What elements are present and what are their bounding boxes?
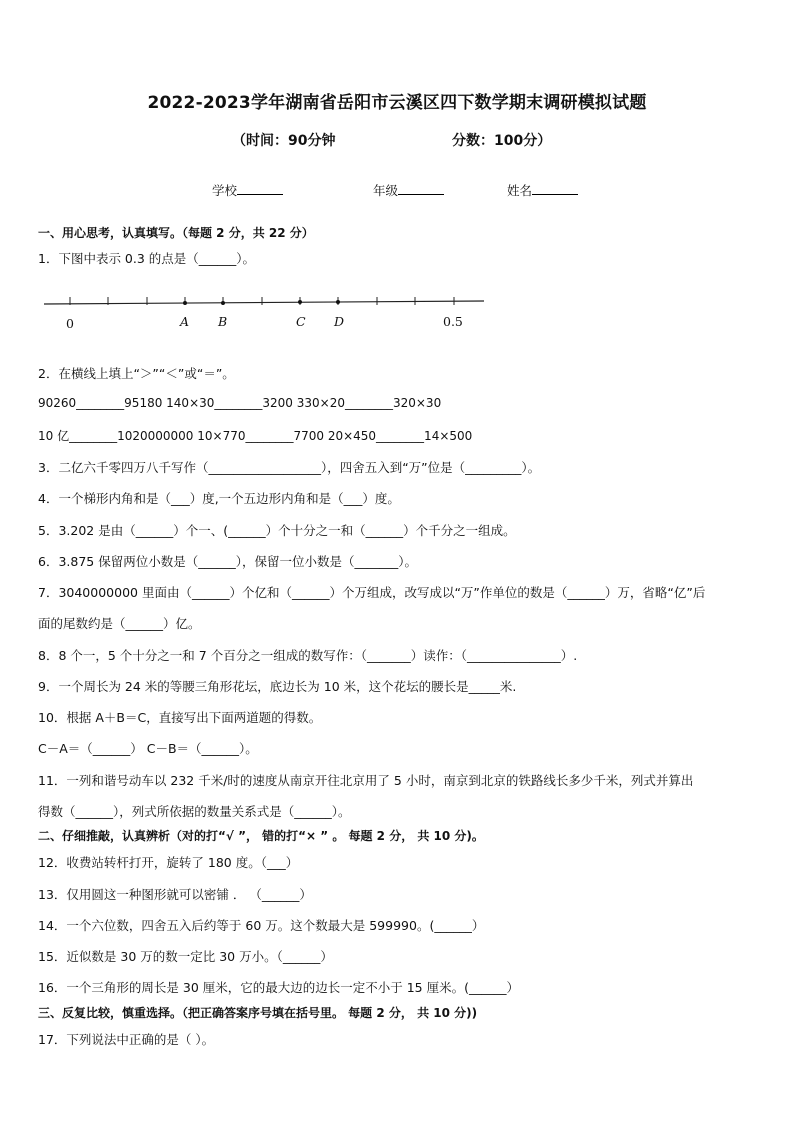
question-7-line-2: 面的尾数约是（______）亿。 — [38, 616, 201, 631]
question-15: 15．近似数是 30 万的数一定比 30 万小。（______） — [38, 949, 333, 964]
question-16: 16．一个三角形的周长是 30 厘米，它的最大边的边长一定不小于 15 厘米。(______） — [38, 980, 519, 995]
question-17: 17．下列说法中正确的是（ ）。 — [38, 1032, 215, 1047]
exam-time: （时间：90分钟 — [232, 133, 336, 149]
grade-label: 年级 — [373, 183, 399, 198]
question-8: 8．8 个一，5 个十分之一和 7 个百分之一组成的数写作：（_______）读作：（_______________）. — [38, 648, 578, 663]
question-6: 6．3.875 保留两位小数是（______），保留一位小数是（_______）。 — [38, 554, 417, 569]
question-3: 3．二亿六千零四万八千写作（__________________），四舍五入到“万”位是（_________）。 — [38, 460, 541, 475]
section-2-heading: 二、仔细推敲，认真辨析（对的打“√ ”， 错的打“× ” 。 每题 2 分， 共 10 分)。 — [38, 829, 484, 843]
question-11-line-1: 11．一列和谐号动车以 232 千米/时的速度从南京开往北京用了 5 小时，南京到北京的铁路线长多少千米，列式并算出 — [38, 773, 694, 788]
page-title: 2022-2023学年湖南省岳阳市云溪区四下数学期末调研模拟试题 — [147, 93, 647, 113]
name-blank — [532, 182, 578, 195]
exam-score: 分数：100分） — [452, 133, 552, 149]
school-label: 学校 — [212, 183, 238, 198]
point-a-dot — [183, 301, 187, 305]
question-14: 14．一个六位数，四舍五入后约等于 60 万。这个数最大是 599990。(______） — [38, 918, 485, 933]
question-2-row-2: 10 亿________1020000000 10×770________7700 20×450________14×500 — [38, 429, 473, 443]
name-label: 姓名 — [507, 183, 533, 198]
point-d-dot — [336, 300, 340, 304]
point-c-dot — [298, 300, 302, 304]
question-10: 10．根据 A＋B＝C，直接写出下面两道题的得数。 — [38, 710, 322, 725]
number-line-label-0: 0 — [66, 316, 74, 331]
question-2-row-1: 90260________95180 140×30________3200 330×20________320×30 — [38, 396, 442, 410]
question-2: 2．在横线上填上“＞”“＜”或“＝”。 — [38, 366, 235, 381]
number-line-label-half: 0.5 — [443, 314, 463, 329]
school-field — [212, 181, 283, 199]
number-line-label-d: D — [334, 314, 345, 329]
question-10-answers: C－A＝（______） C－B＝（______）。 — [38, 741, 258, 756]
question-9: 9．一个周长为 24 米的等腰三角形花坛，底边长为 10 米，这个花坛的腰长是_____米. — [38, 679, 517, 694]
question-4: 4．一个梯形内角和是（___）度,一个五边形内角和是（___）度。 — [38, 491, 400, 506]
number-line-label-c: C — [296, 314, 306, 329]
question-12: 12．收费站转杆打开，旋转了 180 度。（___） — [38, 855, 299, 870]
section-3-heading: 三、反复比较，慎重选择。（把正确答案序号填在括号里。 每题 2 分， 共 10 分)) — [38, 1006, 478, 1020]
number-line-axis — [44, 301, 484, 304]
grade-field — [373, 181, 444, 199]
question-11-line-2: 得数（______），列式所依据的数量关系式是（______）。 — [38, 804, 351, 819]
grade-blank — [398, 182, 444, 195]
school-blank — [237, 182, 283, 195]
question-5: 5．3.202 是由（______）个一、(______）个十分之一和（______）个千分之一组成。 — [38, 523, 516, 538]
section-1-heading: 一、用心思考，认真填写。（每题 2 分，共 22 分） — [38, 226, 314, 240]
question-7-line-1: 7．3040000000 里面由（______）个亿和（______）个万组成，改写成以“万”作单位的数是（______）万，省略“亿”后 — [38, 585, 706, 600]
question-1: 1．下图中表示 0.3 的点是（______）。 — [38, 251, 256, 266]
point-b-dot — [221, 301, 225, 305]
name-field — [507, 181, 578, 199]
number-line-figure — [36, 290, 496, 330]
number-line-label-a: A — [180, 314, 190, 329]
question-13: 13．仅用圆这一种图形就可以密铺 ． （______） — [38, 887, 312, 902]
number-line-label-b: B — [218, 314, 228, 329]
